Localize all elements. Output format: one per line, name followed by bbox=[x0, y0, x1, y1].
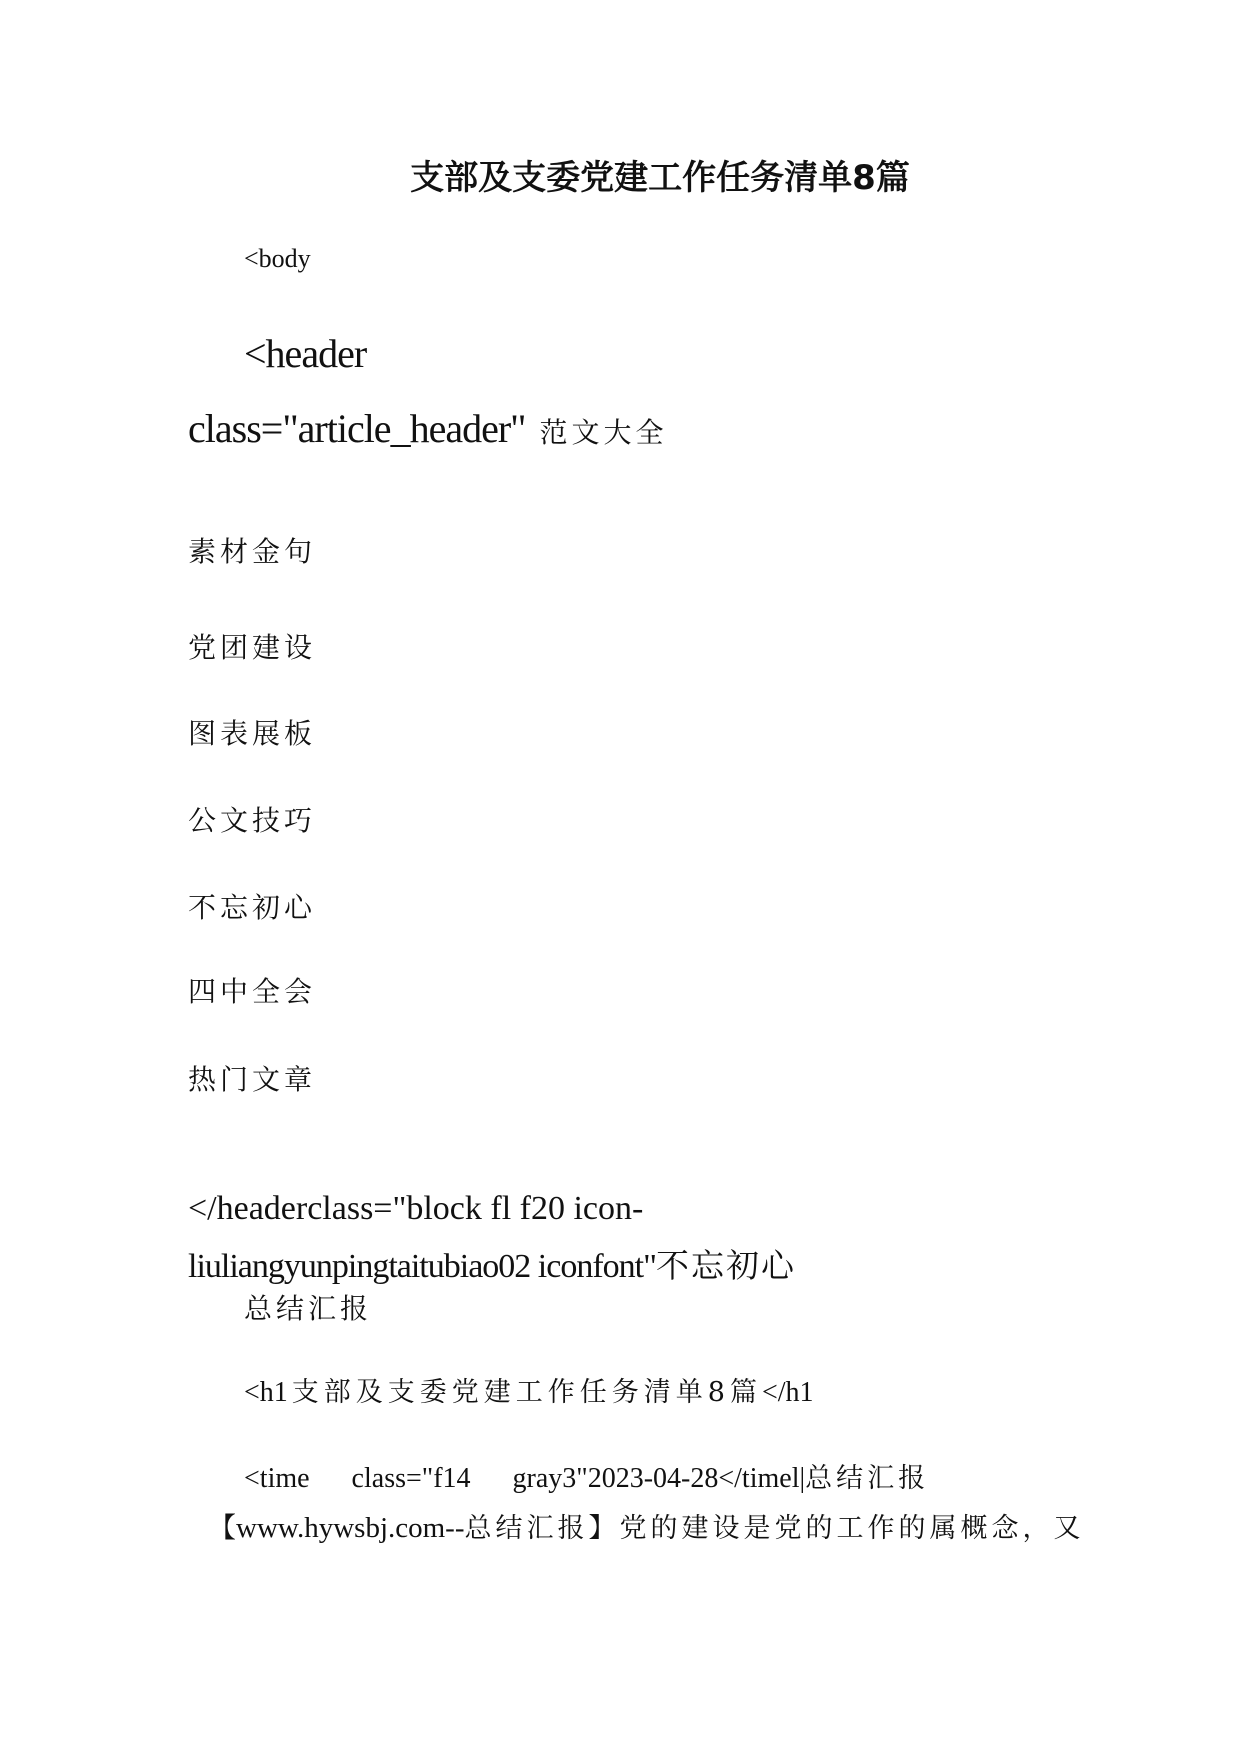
intro-text: 】党的建设是党的工作的属概念，又 bbox=[588, 1513, 1085, 1544]
code-class-attr: class="article_header" bbox=[188, 406, 526, 451]
intro-tag: 总结汇报 bbox=[464, 1513, 589, 1544]
site-name[interactable]: 范文大全 bbox=[539, 416, 668, 449]
intro-bracket-open: 【 bbox=[208, 1511, 237, 1544]
h1-line bbox=[244, 1370, 814, 1409]
nav-item-material[interactable]: 素材金句 bbox=[188, 535, 317, 568]
header-class-line bbox=[188, 405, 668, 452]
intro-url[interactable]: www.hywsbj.com-- bbox=[236, 1512, 465, 1544]
time-category[interactable]: 总结汇报 bbox=[805, 1463, 930, 1494]
time-line bbox=[244, 1456, 929, 1495]
code-close-header-line-1: </headerclass="block fl f20 icon- bbox=[188, 1190, 644, 1227]
breadcrumb-current[interactable]: 不忘初心 bbox=[655, 1246, 796, 1285]
code-close-header-line-2 bbox=[188, 1240, 796, 1287]
nav-item-writing-tips[interactable]: 公文技巧 bbox=[188, 804, 317, 837]
nav-item-hot-articles[interactable]: 热门文章 bbox=[188, 1063, 317, 1096]
document-title: 支部及支委党建工作任务清单8篇 bbox=[410, 158, 910, 198]
code-header-tag: <header bbox=[244, 331, 367, 376]
breadcrumb-category[interactable]: 总结汇报 bbox=[244, 1292, 373, 1325]
code-body-tag: <body bbox=[244, 244, 311, 273]
nav-item-fourth-plenum[interactable]: 四中全会 bbox=[188, 975, 317, 1008]
h1-open-tag: <h1 bbox=[244, 1377, 288, 1408]
h1-close-tag: </h1 bbox=[761, 1377, 814, 1408]
time-tag: <time class="f14 gray3"2023-04-28</timel| bbox=[244, 1463, 806, 1494]
nav-item-original-aspiration[interactable]: 不忘初心 bbox=[188, 891, 317, 924]
nav-item-party-building[interactable]: 党团建设 bbox=[188, 631, 317, 664]
nav-item-charts[interactable]: 图表展板 bbox=[188, 717, 317, 750]
h1-text: 支部及支委党建工作任务清单8篇 bbox=[291, 1377, 762, 1408]
intro-line bbox=[208, 1506, 1085, 1546]
code-iconfont-attr: liuliangyunpingtaitubiao02 iconfont" bbox=[188, 1248, 656, 1285]
